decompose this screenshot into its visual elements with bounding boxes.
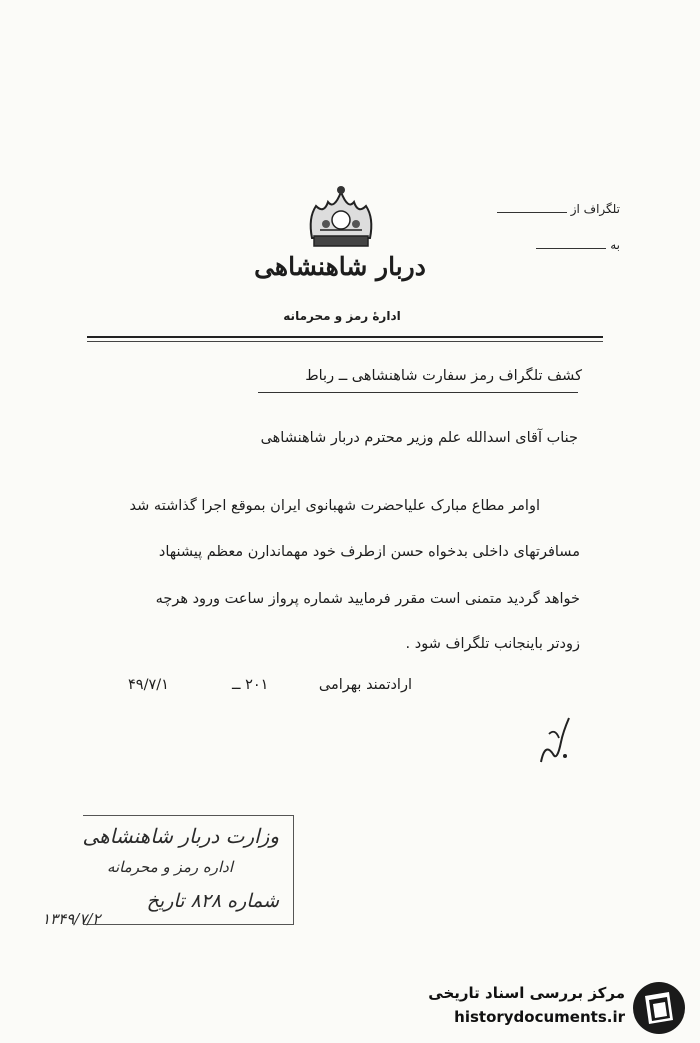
- subject-underline: [258, 392, 578, 393]
- archive-watermark: [405, 980, 695, 1036]
- telegram-to-label: به: [610, 238, 620, 252]
- archive-website: historydocuments.ir: [454, 1008, 625, 1026]
- telegram-addressee: جناب آقای اسدالله علم وزیر محترم دربار شاهنشاهی: [260, 430, 578, 446]
- header-divider: [87, 336, 603, 338]
- telegram-from-field: [497, 202, 620, 216]
- header-divider-thin: [87, 341, 603, 342]
- telegram-from-blank: [497, 211, 567, 213]
- body-line: مسافرتهای داخلی بدخواه حسن ازطرف خود مهماندارن معظم پیشنهاد: [158, 544, 580, 560]
- handwritten-initials-icon: [535, 712, 575, 772]
- archive-logo-icon: [631, 980, 687, 1036]
- court-title: دربار شاهنشاهی: [254, 252, 426, 281]
- body-line: خواهد گردید متمنی است مقرر فرمایید شماره پرواز ساعت ورود هرچه: [155, 591, 580, 607]
- department-label: ادارهٔ رمز و محرمانه: [283, 309, 401, 323]
- telegram-subject: کشف تلگراف رمز سفارت شاهنشاهی ــ رباط: [305, 368, 582, 384]
- reference-date: ۴۹/۷/۱: [128, 677, 169, 693]
- stamp-ministry: وزارت دربار شاهنشاهی: [82, 824, 279, 848]
- body-line: زودتر باینجانب تلگراف شود .: [405, 636, 580, 652]
- archive-name: مرکز بررسی اسناد تاریخی: [428, 984, 625, 1002]
- telegram-to-blank: [536, 247, 606, 249]
- body-line: اوامر مطاع مبارک علیاحضرت شهبانوی ایران بموقع اجرا گذاشته شد: [129, 498, 540, 514]
- registration-stamp: [83, 815, 294, 925]
- telegram-to-field: [536, 238, 620, 252]
- reference-number: ۲۰۱ ــ: [232, 677, 269, 693]
- stamp-date: ۱۳۴۹/۷/۲: [42, 910, 101, 928]
- stamp-number: شماره ۸۲۸ تاریخ: [146, 890, 279, 912]
- telegram-from-label: تلگراف از: [570, 202, 620, 216]
- crown-emblem-icon: [302, 180, 380, 252]
- stamp-department: اداره رمز و محرمانه: [106, 858, 233, 876]
- signature-line: ارادتمند بهرامی: [318, 677, 412, 693]
